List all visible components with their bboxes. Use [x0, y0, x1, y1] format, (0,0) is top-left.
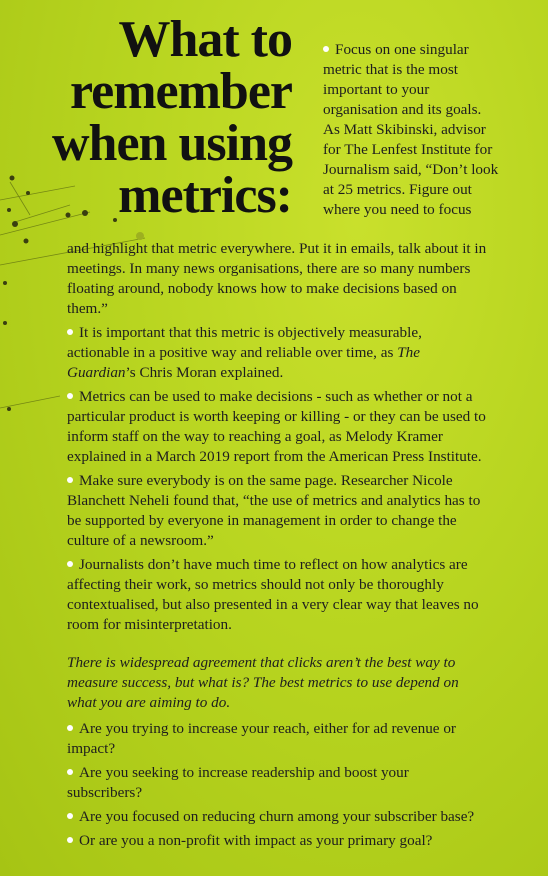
- title-line-1: What to: [118, 11, 292, 68]
- paragraph-1-top-text: Focus on one singular metric that is the most important to your organisation and its goals. As Matt Skibinski, advisor for The Lenfest Institute for Journalism said, “Don’t look at 25 metrics. Figure out where you need to focus: [323, 41, 499, 218]
- paragraph-5: [67, 555, 487, 635]
- page-title: [0, 11, 292, 224]
- question-item: [67, 831, 487, 851]
- bullet-icon: [67, 561, 73, 567]
- main-text-column: [67, 239, 487, 855]
- bullet-icon: [67, 837, 73, 843]
- intro-italic-paragraph: There is widespread agreement that clicks aren’t the best way to measure success, but what is? The best metrics to use depend on what you are aiming to do.: [67, 654, 459, 711]
- bullet-icon: [67, 813, 73, 819]
- paragraph-4: [67, 471, 487, 551]
- paragraph-2-text-a: It is important that this metric is objectively measurable, actionable in a positive way and reliable over time, as: [67, 324, 422, 361]
- bullet-icon: [67, 393, 73, 399]
- question-text: Are you seeking to increase readership and boost your subscribers?: [67, 764, 409, 801]
- paragraph-3-text: Metrics can be used to make decisions - such as whether or not a particular product is worth keeping or killing - or they can be used to inform staff on the way to reaching a goal, as Melody Kramer explained in a March 2019 report from the American Press Institute.: [67, 388, 486, 465]
- question-text: Or are you a non-profit with impact as your primary goal?: [79, 832, 433, 849]
- bullet-icon: [67, 477, 73, 483]
- paragraph-1-rest: and highlight that metric everywhere. Put it in emails, talk about it in meetings. In many news organisations, there are so many numbers floating around, nobody knows how to make decisions based on them.”: [67, 240, 487, 317]
- paragraph-2: [67, 323, 487, 383]
- bullet-icon: [67, 769, 73, 775]
- paragraph-4-text: Make sure everybody is on the same page. Researcher Nicole Blanchett Neheli found that, “the use of metrics and analytics has to be supported by everyone in management in order to change the culture of a newsroom.”: [67, 472, 481, 549]
- question-item: [67, 763, 487, 803]
- paragraph-3: [67, 387, 487, 467]
- paragraph-1-top: [323, 40, 501, 220]
- bullet-icon: [67, 725, 73, 731]
- title-line-3: when using: [52, 115, 292, 172]
- question-text: Are you trying to increase your reach, either for ad revenue or impact?: [67, 720, 456, 757]
- bullet-icon: [67, 329, 73, 335]
- bullet-icon: [323, 46, 329, 52]
- question-item: [67, 807, 487, 827]
- question-text: Are you focused on reducing churn among your subscriber base?: [79, 808, 475, 825]
- title-line-2: remember: [69, 63, 292, 120]
- paragraph-2-text-b: ’s Chris Moran explained.: [125, 364, 284, 381]
- paragraph-5-text: Journalists don’t have much time to reflect on how analytics are affecting their work, so metrics should not only be thoroughly contextualised, but also presented in a very clear way that leaves no room for misinterpretation.: [67, 556, 479, 633]
- title-line-4: metrics:: [118, 167, 292, 224]
- question-item: [67, 719, 487, 759]
- paragraph-2-publication: The Guardian: [67, 344, 420, 381]
